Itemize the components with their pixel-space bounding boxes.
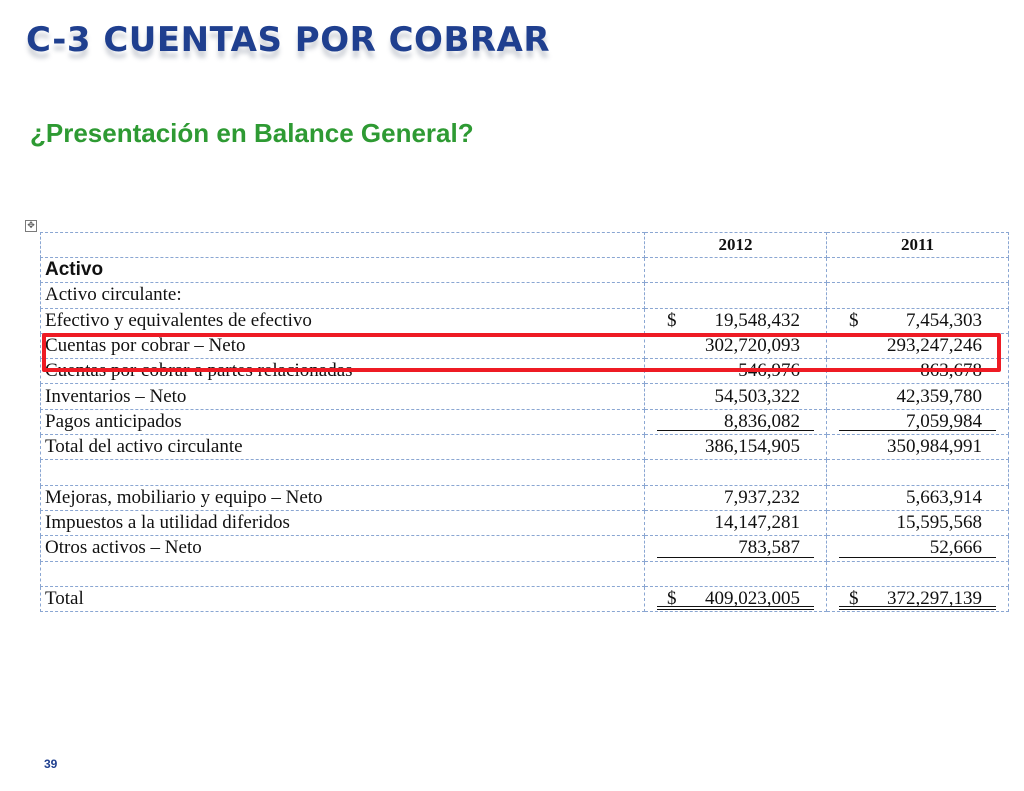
table-row <box>41 536 1009 561</box>
table-row <box>41 485 1009 510</box>
value-2012: 546,976 <box>645 359 827 384</box>
balance-sheet-table <box>40 232 1009 612</box>
row-label: Pagos anticipados <box>41 409 645 434</box>
table-row <box>41 510 1009 535</box>
slide-subtitle: ¿Presentación en Balance General? <box>30 118 474 148</box>
table-row-highlighted <box>41 333 1009 358</box>
row-label: Efectivo y equivalentes de efectivo <box>41 308 645 333</box>
value-2012: 386,154,905 <box>645 435 827 460</box>
slide-title: C-3 CUENTAS POR COBRAR <box>26 20 551 60</box>
currency-symbol: $ <box>667 588 677 609</box>
row-label: Mejoras, mobiliario y equipo – Neto <box>41 485 645 510</box>
table-row-total <box>41 586 1009 611</box>
currency-symbol: $ <box>849 588 859 609</box>
value-2011: 350,984,991 <box>827 435 1009 460</box>
year-2011-header: 2011 <box>827 233 1009 258</box>
value-2012: 7,937,232 <box>645 485 827 510</box>
page-number: 39 <box>44 757 58 771</box>
table-row <box>41 384 1009 409</box>
table-row-empty <box>41 460 1009 485</box>
value-2012: 302,720,093 <box>645 333 827 358</box>
value-2012: 783,587 <box>645 536 827 561</box>
table-row <box>41 409 1009 434</box>
table-row <box>41 359 1009 384</box>
row-label: Cuentas por cobrar a partes relacionadas <box>41 359 645 384</box>
currency-symbol: $ <box>667 309 677 331</box>
table-row <box>41 258 1009 283</box>
value-2012: $ 409,023,005 <box>645 586 827 611</box>
row-label: Total <box>41 586 645 611</box>
value-2012: 14,147,281 <box>645 510 827 535</box>
row-label: Activo circulante: <box>41 283 645 308</box>
value-2011: 5,663,914 <box>827 485 1009 510</box>
value-2011: 7,059,984 <box>827 409 1009 434</box>
table-row-empty <box>41 561 1009 586</box>
table-row <box>41 308 1009 333</box>
row-label: Inventarios – Neto <box>41 384 645 409</box>
value-2011: 15,595,568 <box>827 510 1009 535</box>
row-label: Cuentas por cobrar – Neto <box>41 333 645 358</box>
table-row <box>41 283 1009 308</box>
table-move-handle-icon[interactable]: ✥ <box>25 220 37 232</box>
currency-symbol: $ <box>849 309 859 331</box>
table-row <box>41 435 1009 460</box>
value-2012: 8,836,082 <box>645 409 827 434</box>
table-header-row <box>41 233 1009 258</box>
value-2011: 293,247,246 <box>827 333 1009 358</box>
value-2012: 54,503,322 <box>645 384 827 409</box>
value-2011: 863,678 <box>827 359 1009 384</box>
section-title: Activo <box>41 258 645 283</box>
row-label: Otros activos – Neto <box>41 536 645 561</box>
value-2011: $ 372,297,139 <box>827 586 1009 611</box>
row-label: Total del activo circulante <box>41 435 645 460</box>
year-2012-header: 2012 <box>645 233 827 258</box>
value-2011: 42,359,780 <box>827 384 1009 409</box>
value-2011: 52,666 <box>827 536 1009 561</box>
header-empty-cell <box>41 233 645 258</box>
value-2012: $ 19,548,432 <box>645 308 827 333</box>
value-2011: $ 7,454,303 <box>827 308 1009 333</box>
row-label: Impuestos a la utilidad diferidos <box>41 510 645 535</box>
